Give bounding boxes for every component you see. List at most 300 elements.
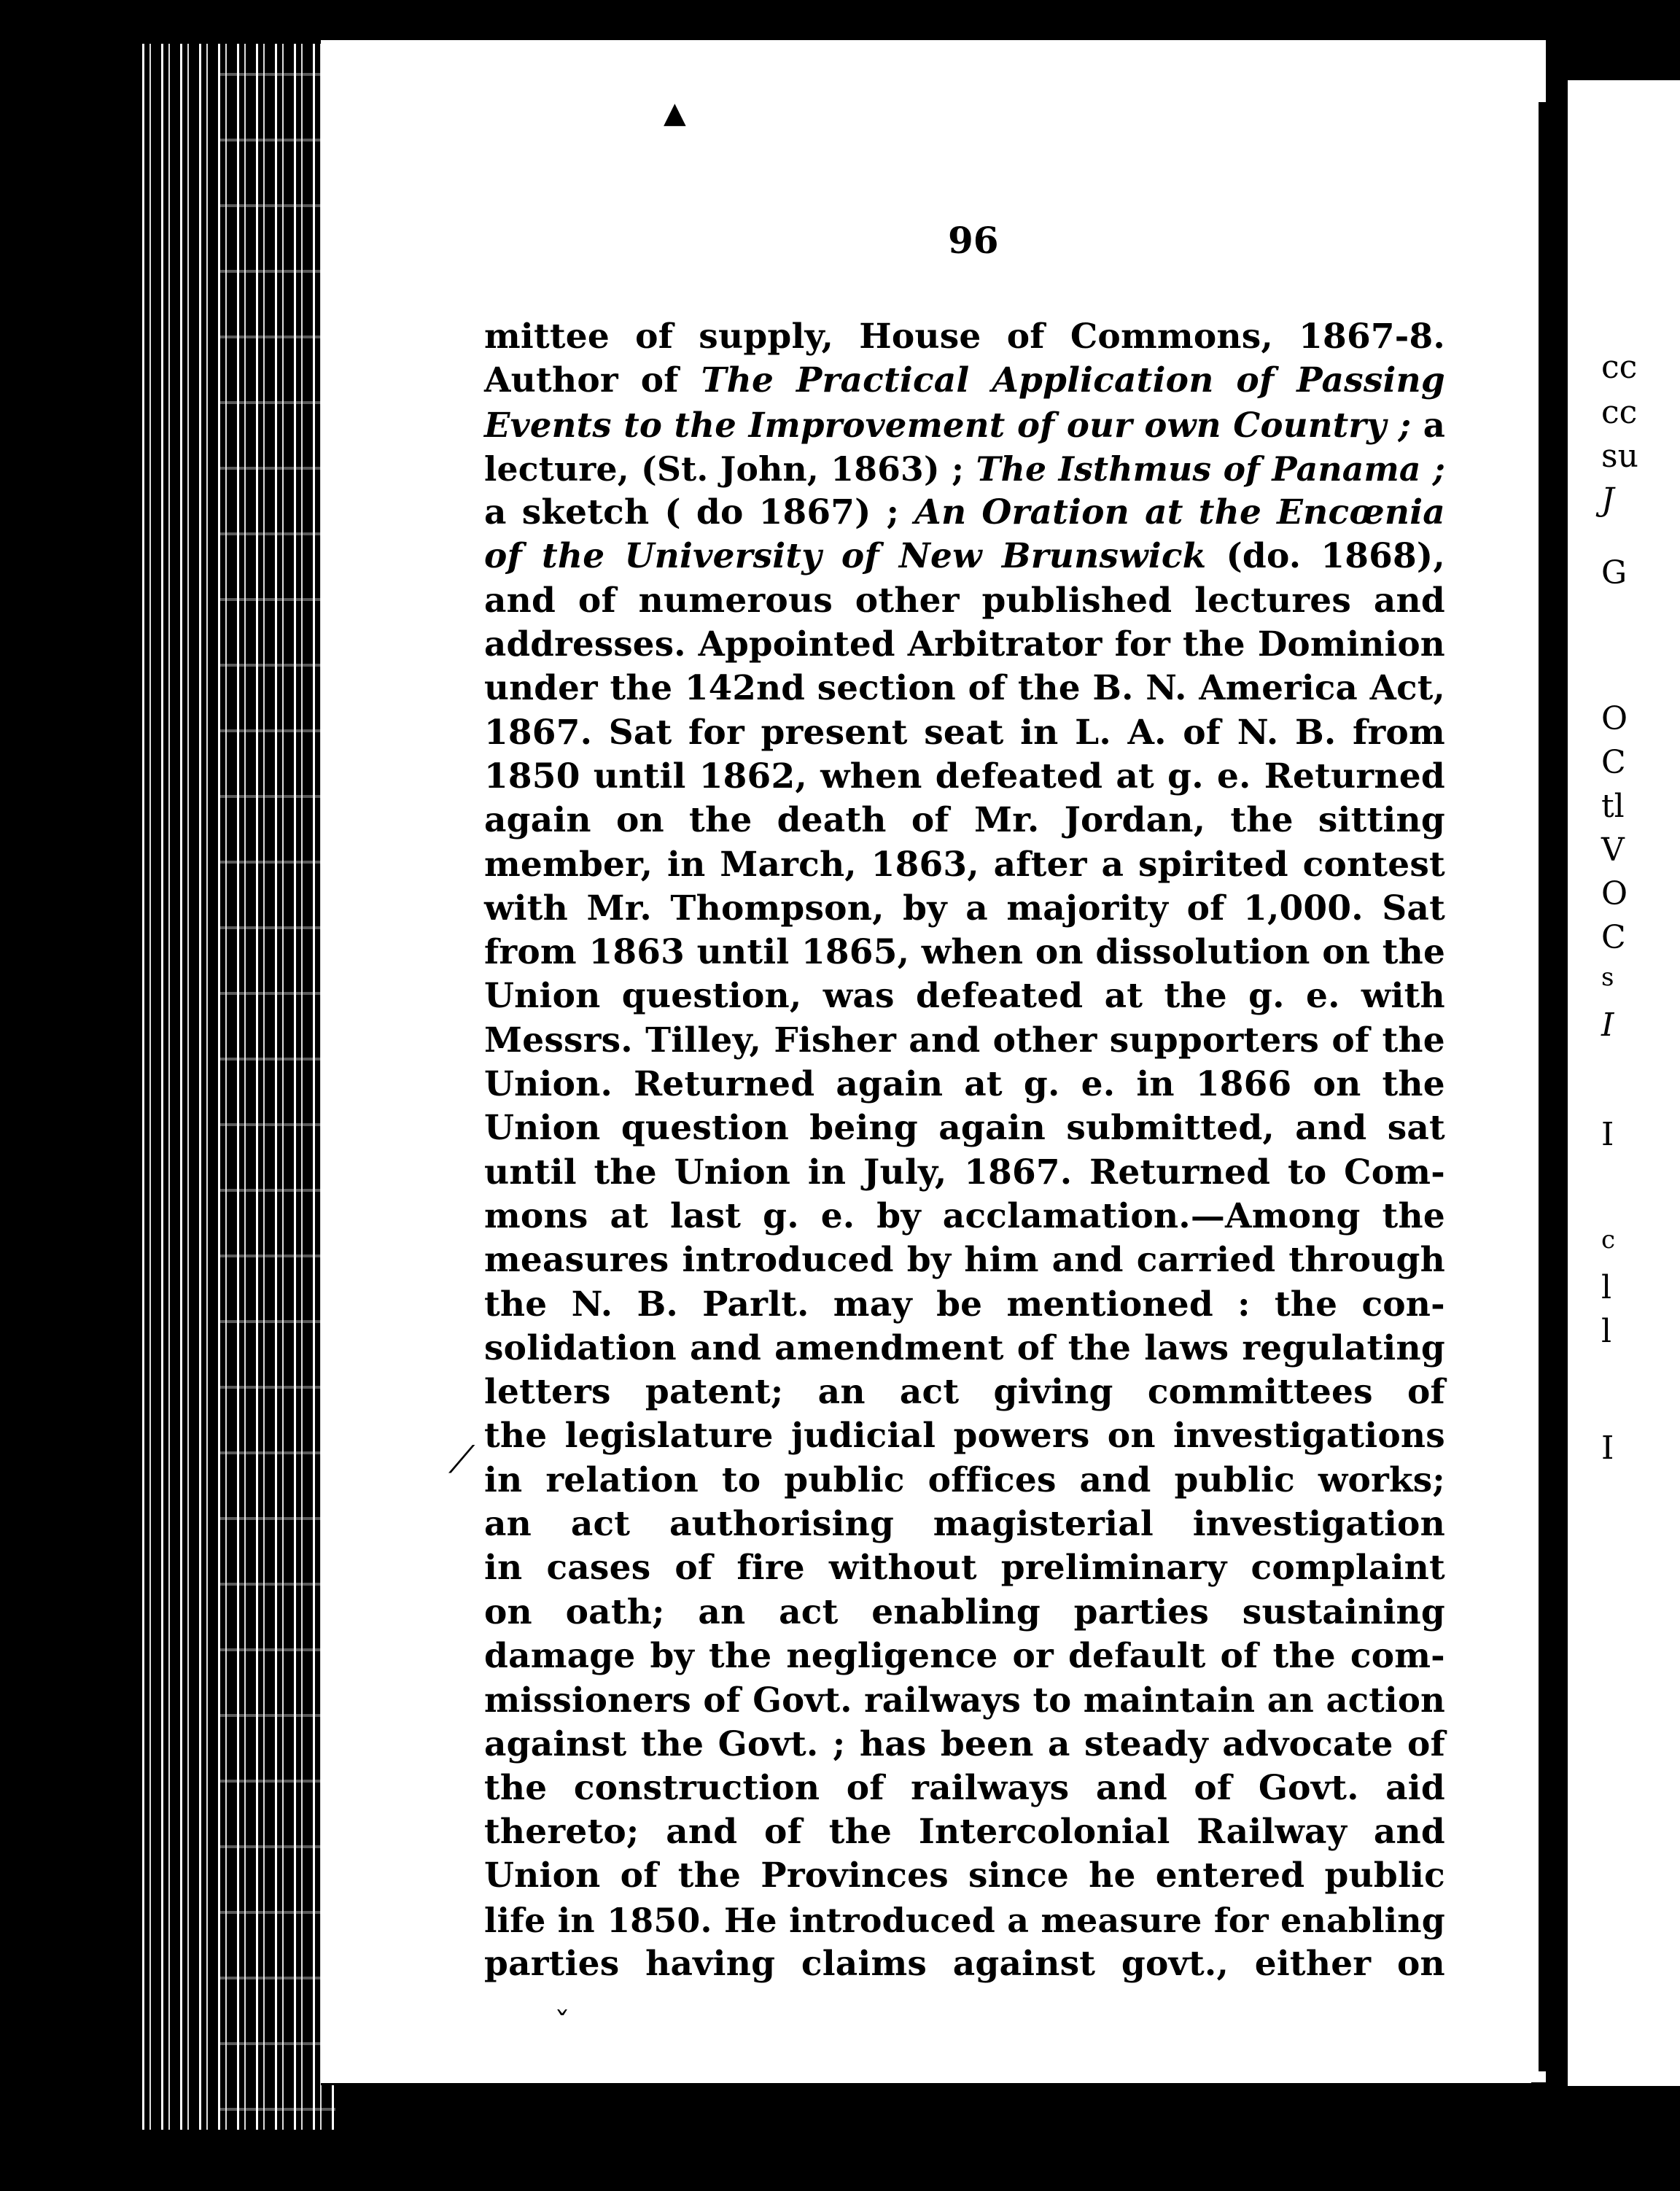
word: an bbox=[484, 1504, 532, 1545]
next-page-fragment: cc bbox=[1601, 394, 1638, 431]
word: section bbox=[817, 668, 956, 709]
word: Tilley, bbox=[645, 1020, 762, 1060]
word: (St. bbox=[641, 449, 709, 489]
word: maintain bbox=[1083, 1680, 1256, 1721]
text-line bbox=[484, 843, 1445, 887]
word: Mr. bbox=[586, 888, 652, 928]
text-line bbox=[484, 1767, 1445, 1810]
word: An bbox=[914, 492, 967, 533]
word: in bbox=[1020, 712, 1059, 753]
word: Events bbox=[484, 404, 612, 445]
word: Returned bbox=[1264, 756, 1445, 796]
word: of bbox=[911, 800, 949, 841]
next-page-shadow bbox=[1539, 102, 1571, 2071]
word: from bbox=[484, 932, 577, 973]
word: again bbox=[484, 800, 591, 841]
word: a bbox=[1047, 1723, 1070, 1764]
word: He bbox=[723, 1900, 777, 1940]
word: the bbox=[484, 1284, 548, 1325]
word: own bbox=[1144, 404, 1221, 445]
word: Passing bbox=[1296, 360, 1445, 401]
text-line bbox=[484, 623, 1445, 667]
word: against bbox=[484, 1723, 627, 1764]
next-page-fragment: l bbox=[1601, 1313, 1612, 1350]
word: in bbox=[484, 1459, 523, 1500]
word: our bbox=[1066, 404, 1132, 445]
word: measure bbox=[1041, 1900, 1202, 1940]
word: and bbox=[484, 580, 556, 621]
word: in bbox=[1136, 1064, 1175, 1105]
word: the bbox=[677, 1855, 742, 1896]
next-page-fragment: su bbox=[1601, 438, 1638, 475]
word: and bbox=[1295, 1108, 1367, 1149]
word: on bbox=[1107, 1416, 1156, 1457]
word: ; bbox=[1433, 449, 1446, 489]
word: been bbox=[940, 1723, 1034, 1764]
text-line bbox=[484, 799, 1445, 842]
word: when bbox=[921, 932, 1024, 973]
word: giving bbox=[993, 1372, 1113, 1413]
word: of bbox=[1223, 449, 1261, 489]
text-line bbox=[484, 1723, 1445, 1767]
next-page-fragment: cc bbox=[1601, 349, 1638, 386]
word: of bbox=[635, 317, 674, 357]
page-edges-shading bbox=[219, 44, 335, 2130]
word: Sat bbox=[608, 712, 672, 753]
word: the bbox=[640, 1723, 704, 1764]
next-page-fragment: c bbox=[1601, 1225, 1616, 1255]
word: entered bbox=[1155, 1855, 1305, 1896]
word: Messrs. bbox=[484, 1020, 633, 1060]
word: in bbox=[807, 1152, 847, 1193]
word: Com- bbox=[1344, 1152, 1445, 1193]
word: other bbox=[992, 1020, 1097, 1060]
word: public bbox=[1324, 1855, 1445, 1896]
stray-mark: ˇ bbox=[554, 2006, 570, 2043]
next-page-fragment: J bbox=[1601, 481, 1614, 519]
text-line bbox=[484, 447, 1445, 491]
word: by bbox=[650, 1635, 695, 1676]
word: 1866 bbox=[1195, 1064, 1292, 1105]
word: of bbox=[484, 536, 522, 577]
word: The bbox=[701, 360, 774, 401]
text-line bbox=[484, 1854, 1445, 1898]
word: Improvement bbox=[748, 404, 1006, 445]
word: to bbox=[623, 404, 663, 445]
word: contest bbox=[1302, 844, 1445, 885]
text-line bbox=[484, 1195, 1445, 1238]
word: of bbox=[674, 1548, 713, 1589]
next-page-fragment: O bbox=[1601, 875, 1628, 912]
text-line bbox=[484, 359, 1445, 403]
word: the bbox=[674, 404, 737, 445]
word: 1863 bbox=[588, 932, 685, 973]
word: Commons, bbox=[1070, 317, 1273, 357]
word: public bbox=[784, 1459, 905, 1500]
word: amendment bbox=[774, 1327, 1004, 1368]
word: for bbox=[1213, 1900, 1269, 1940]
text-line bbox=[484, 931, 1445, 974]
word: supply, bbox=[699, 317, 834, 357]
word: death bbox=[777, 800, 887, 841]
word: on bbox=[615, 800, 664, 841]
body-text bbox=[484, 315, 1445, 1986]
word: act bbox=[899, 1372, 960, 1413]
word: sketch bbox=[521, 492, 650, 533]
next-page-fragment: tl bbox=[1601, 788, 1625, 825]
word: 1867. bbox=[484, 712, 593, 753]
word: and bbox=[909, 1020, 981, 1060]
word: g. bbox=[1023, 1064, 1060, 1105]
word: the bbox=[1164, 976, 1227, 1017]
word: 1868), bbox=[1321, 536, 1445, 577]
word: L. bbox=[1075, 712, 1111, 753]
word: defeated bbox=[935, 756, 1103, 796]
word: laws bbox=[1144, 1327, 1229, 1368]
word: the bbox=[1382, 1020, 1445, 1060]
word: claims bbox=[801, 1943, 928, 1984]
word: again bbox=[836, 1064, 944, 1105]
word: carried bbox=[1136, 1240, 1276, 1281]
word: 1,000. bbox=[1243, 888, 1364, 928]
word: numerous bbox=[638, 580, 833, 621]
word: aid bbox=[1385, 1767, 1445, 1808]
word: 1863, bbox=[871, 844, 979, 885]
word: when bbox=[820, 756, 922, 796]
word: of bbox=[1407, 1372, 1445, 1413]
word: introduced bbox=[789, 1900, 995, 1940]
word: until bbox=[593, 756, 686, 796]
word: Govt. bbox=[718, 1723, 819, 1764]
next-page-fragment: I bbox=[1601, 1116, 1614, 1153]
word: e. bbox=[1216, 756, 1251, 796]
word: with bbox=[484, 888, 568, 928]
word: Govt. bbox=[1258, 1767, 1359, 1808]
word: Union. bbox=[484, 1064, 613, 1105]
text-line bbox=[484, 1414, 1445, 1458]
word: question, bbox=[621, 976, 802, 1017]
word: steady bbox=[1084, 1723, 1208, 1764]
word: at bbox=[1145, 492, 1183, 533]
word: at bbox=[1104, 976, 1143, 1017]
word: the bbox=[1183, 624, 1245, 665]
word: ; bbox=[832, 1723, 846, 1764]
text-line bbox=[484, 1459, 1445, 1502]
word: majority bbox=[1006, 888, 1169, 928]
word: addresses. bbox=[484, 624, 686, 665]
word: offices bbox=[928, 1459, 1057, 1500]
word: Fisher bbox=[774, 1020, 897, 1060]
next-page-fragment: s bbox=[1601, 963, 1614, 992]
page-bottom-edge bbox=[321, 2070, 1531, 2085]
word: member, bbox=[484, 844, 653, 885]
word: on bbox=[1322, 932, 1371, 973]
text-line bbox=[484, 1899, 1445, 1942]
word: the bbox=[542, 536, 605, 577]
word: regulating bbox=[1242, 1327, 1445, 1368]
word: e. bbox=[820, 1195, 855, 1236]
word: act bbox=[779, 1591, 839, 1632]
word: and bbox=[1051, 1240, 1124, 1281]
word: investigations bbox=[1173, 1416, 1445, 1457]
word: railways bbox=[911, 1767, 1070, 1808]
word: at bbox=[610, 1195, 649, 1236]
word: introduced bbox=[682, 1240, 894, 1281]
word: B. bbox=[637, 1284, 678, 1325]
word: B. bbox=[1092, 668, 1134, 709]
word: e. bbox=[1081, 1064, 1116, 1105]
next-page-fragment: I bbox=[1601, 1007, 1614, 1044]
word: patent; bbox=[645, 1372, 784, 1413]
word: the bbox=[709, 1635, 772, 1676]
word: N. bbox=[1146, 668, 1187, 709]
word: Govt. bbox=[752, 1680, 852, 1721]
word: damage bbox=[484, 1635, 636, 1676]
word: the bbox=[1017, 668, 1081, 709]
word: the bbox=[1274, 1284, 1338, 1325]
word: powers bbox=[953, 1416, 1090, 1457]
word: and bbox=[690, 1327, 762, 1368]
word: the bbox=[1230, 800, 1294, 841]
word: the bbox=[1068, 1327, 1132, 1368]
text-line bbox=[484, 1151, 1445, 1195]
text-line bbox=[484, 403, 1445, 447]
word: e. bbox=[1305, 976, 1340, 1017]
word: seat bbox=[924, 712, 1004, 753]
word: sat bbox=[1387, 1108, 1445, 1149]
word: ; bbox=[886, 492, 900, 533]
text-line bbox=[484, 711, 1445, 755]
text-line bbox=[484, 1634, 1445, 1678]
word: advocate bbox=[1222, 1723, 1393, 1764]
word: or bbox=[1012, 1635, 1054, 1676]
word: ; bbox=[1398, 404, 1412, 445]
word: question bbox=[621, 1108, 789, 1149]
word: Dominion bbox=[1257, 624, 1445, 665]
word: (do. bbox=[1226, 536, 1302, 577]
word: parties bbox=[484, 1943, 620, 1984]
text-line bbox=[484, 1942, 1445, 1986]
word: Returned bbox=[634, 1064, 815, 1105]
word: of bbox=[764, 1812, 802, 1853]
word: Author bbox=[484, 360, 618, 401]
word: of bbox=[1016, 404, 1055, 445]
word: a bbox=[484, 492, 507, 533]
word: he bbox=[1089, 1855, 1136, 1896]
text-line bbox=[484, 1591, 1445, 1634]
word: Arbitrator bbox=[907, 624, 1102, 665]
word: public bbox=[1174, 1459, 1295, 1500]
next-page-fragment: I bbox=[1601, 1430, 1614, 1467]
word: of bbox=[841, 536, 879, 577]
word: g. bbox=[763, 1195, 799, 1236]
word: in bbox=[667, 844, 706, 885]
text-line bbox=[484, 974, 1445, 1018]
word: g. bbox=[1167, 756, 1204, 796]
word: The bbox=[976, 449, 1047, 489]
word: of bbox=[846, 1767, 884, 1808]
word: g. bbox=[1248, 976, 1285, 1017]
word: works; bbox=[1318, 1459, 1445, 1500]
word: Oration bbox=[981, 492, 1130, 533]
word: submitted, bbox=[1066, 1108, 1275, 1149]
text-line bbox=[484, 315, 1445, 359]
word: to bbox=[1287, 1152, 1327, 1193]
word: the bbox=[1382, 932, 1446, 973]
word: the bbox=[1198, 492, 1262, 533]
text-line bbox=[484, 1678, 1445, 1722]
text-line bbox=[484, 1502, 1445, 1546]
word: Intercolonial bbox=[918, 1812, 1170, 1853]
word: to bbox=[721, 1459, 761, 1500]
word: of bbox=[1006, 317, 1045, 357]
word: in bbox=[484, 1548, 523, 1589]
word: cases bbox=[546, 1548, 651, 1589]
word: of bbox=[578, 580, 616, 621]
word: action bbox=[1326, 1680, 1446, 1721]
word: con- bbox=[1361, 1284, 1445, 1325]
word: thereto; bbox=[484, 1812, 639, 1853]
word: Thompson, bbox=[670, 888, 884, 928]
word: sustaining bbox=[1242, 1591, 1445, 1632]
word: ; bbox=[952, 449, 965, 489]
word: Panama bbox=[1272, 449, 1421, 489]
word: default bbox=[1068, 1635, 1206, 1676]
word: B. bbox=[1295, 712, 1337, 753]
word: House bbox=[859, 317, 981, 357]
word: Brunswick bbox=[1001, 536, 1207, 577]
word: the bbox=[689, 800, 752, 841]
word: Union bbox=[674, 1152, 791, 1193]
word: magisterial bbox=[933, 1504, 1154, 1545]
word: construction bbox=[573, 1767, 820, 1808]
word: of bbox=[1194, 1767, 1232, 1808]
word: 1863) bbox=[831, 449, 940, 489]
word: 1867-8. bbox=[1299, 317, 1445, 357]
word: him bbox=[964, 1240, 1039, 1281]
text-line bbox=[484, 1106, 1445, 1150]
word: and bbox=[1373, 1812, 1445, 1853]
word: complaint bbox=[1251, 1548, 1445, 1589]
word: published bbox=[981, 580, 1172, 621]
word: be bbox=[936, 1284, 983, 1325]
word: of bbox=[1331, 1020, 1370, 1060]
word: Act, bbox=[1369, 668, 1445, 709]
word: Provinces bbox=[761, 1855, 949, 1896]
word: America bbox=[1199, 668, 1358, 709]
word: March, bbox=[720, 844, 857, 885]
word: Appointed bbox=[698, 624, 895, 665]
word: a bbox=[965, 888, 988, 928]
word: 1865, bbox=[801, 932, 910, 973]
word: fire bbox=[736, 1548, 805, 1589]
word: Isthmus bbox=[1058, 449, 1212, 489]
word: Application bbox=[992, 360, 1214, 401]
word: for bbox=[1114, 624, 1171, 665]
word: University bbox=[624, 536, 822, 577]
word: letters bbox=[484, 1372, 611, 1413]
word: authorising bbox=[669, 1504, 895, 1545]
word: of bbox=[620, 1855, 658, 1896]
word: preliminary bbox=[1000, 1548, 1227, 1589]
word: supporters bbox=[1109, 1020, 1320, 1060]
word: by bbox=[876, 1195, 921, 1236]
word: of bbox=[1186, 888, 1225, 928]
word: present bbox=[761, 712, 908, 753]
word: of bbox=[1236, 360, 1275, 401]
word: acclamation.—Among bbox=[942, 1195, 1361, 1236]
word: John, bbox=[720, 449, 819, 489]
text-line bbox=[484, 1370, 1445, 1414]
word: may bbox=[833, 1284, 912, 1325]
word: negligence bbox=[786, 1635, 998, 1676]
word: Parlt. bbox=[702, 1284, 809, 1325]
word: and bbox=[1079, 1459, 1151, 1500]
word: with bbox=[1361, 976, 1445, 1017]
word: judicial bbox=[790, 1416, 936, 1457]
word: Union bbox=[484, 1855, 601, 1896]
word: legislature bbox=[564, 1416, 774, 1457]
word: do bbox=[696, 492, 744, 533]
word: in bbox=[557, 1900, 595, 1940]
word: of bbox=[1407, 1723, 1445, 1764]
word: 1867. bbox=[964, 1152, 1073, 1193]
word: Jordan, bbox=[1064, 800, 1206, 841]
word: N. bbox=[1237, 712, 1279, 753]
word: Union bbox=[484, 976, 601, 1017]
word: lecture, bbox=[484, 449, 629, 489]
word: the bbox=[610, 668, 673, 709]
word: : bbox=[1237, 1284, 1251, 1325]
word: again bbox=[938, 1108, 1046, 1149]
word: solidation bbox=[484, 1327, 677, 1368]
word: the bbox=[1272, 1635, 1336, 1676]
word: of bbox=[703, 1680, 741, 1721]
word: an bbox=[817, 1372, 866, 1413]
word: 1850. bbox=[607, 1900, 712, 1940]
text-line bbox=[484, 1327, 1445, 1370]
next-page-fragment: C bbox=[1601, 744, 1626, 781]
word: after bbox=[993, 844, 1087, 885]
word: was bbox=[822, 976, 895, 1017]
pen-mark: ⟋ bbox=[448, 1438, 475, 1482]
word: Sat bbox=[1382, 888, 1445, 928]
next-page-fragment: C bbox=[1601, 919, 1626, 956]
word: 1862, bbox=[699, 756, 807, 796]
word: through bbox=[1288, 1240, 1445, 1281]
word: a bbox=[1101, 844, 1124, 885]
word: since bbox=[968, 1855, 1069, 1896]
word: act bbox=[570, 1504, 631, 1545]
page-number: 96 bbox=[948, 219, 999, 262]
next-page-fragment: V bbox=[1601, 831, 1625, 869]
word: Country bbox=[1233, 404, 1387, 445]
text-line bbox=[484, 491, 1445, 535]
word: A. bbox=[1127, 712, 1167, 753]
text-line bbox=[484, 535, 1445, 578]
word: com- bbox=[1350, 1635, 1445, 1676]
word: an bbox=[1267, 1680, 1315, 1721]
word: on bbox=[1312, 1064, 1361, 1105]
text-line bbox=[484, 1063, 1445, 1106]
word: at bbox=[1116, 756, 1154, 796]
word: ( bbox=[664, 492, 681, 533]
word: enabling bbox=[871, 1591, 1041, 1632]
text-line bbox=[484, 1810, 1445, 1854]
word: the bbox=[1382, 1195, 1445, 1236]
word: mentioned bbox=[1006, 1284, 1213, 1325]
word: parties bbox=[1073, 1591, 1210, 1632]
